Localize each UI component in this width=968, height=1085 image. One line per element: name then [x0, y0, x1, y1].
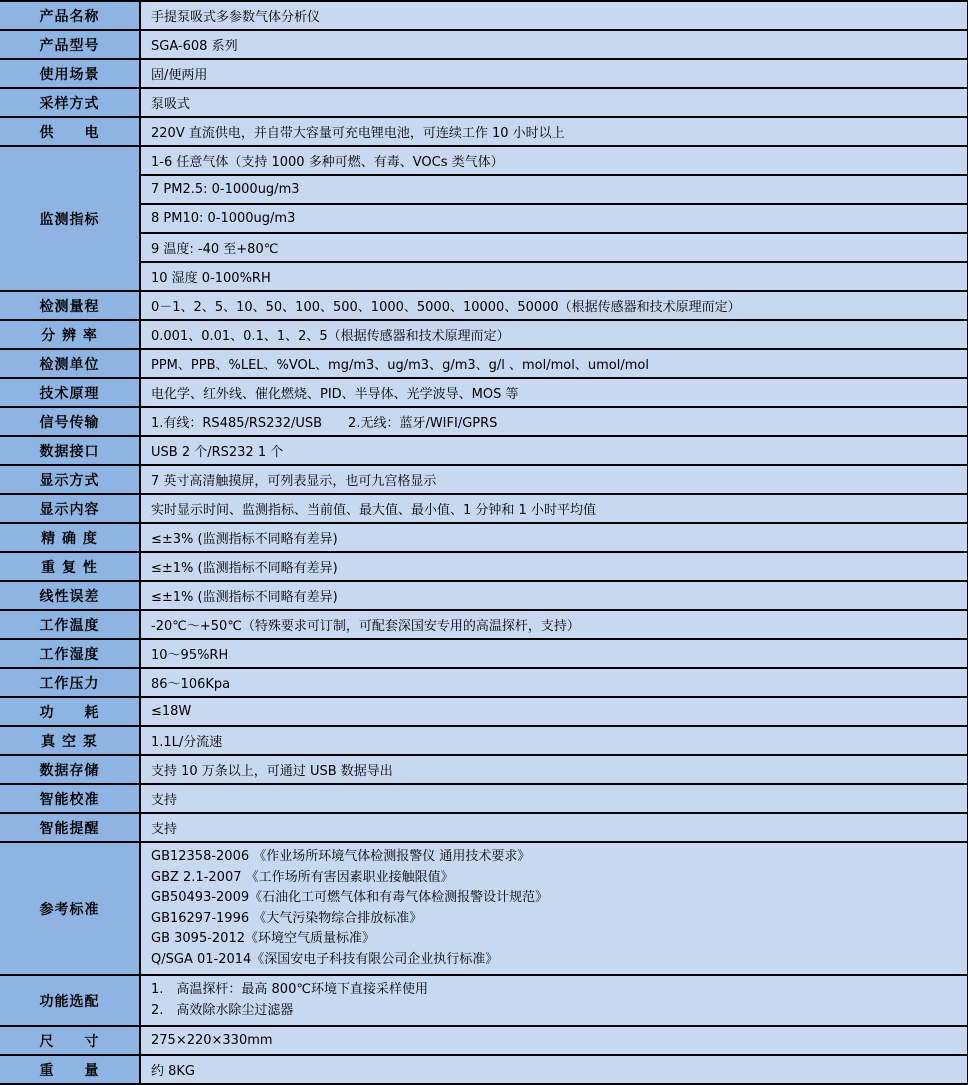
row-label-cell: 数据存储 — [0, 755, 140, 784]
row-value-cell: -20℃～+50℃（特殊要求可订制，可配套深国安专用的高温探杆，支持） — [140, 610, 968, 639]
table-row — [0, 552, 968, 581]
table-row — [0, 378, 968, 407]
table-row — [0, 262, 968, 291]
row-label-cell: 工作湿度 — [0, 639, 140, 668]
row-label-cell: 线性误差 — [0, 581, 140, 610]
table-row — [0, 726, 968, 755]
row-value-cell: 实时显示时间、监测指标、当前值、最大值、最小值、1 分钟和 1 小时平均值 — [140, 494, 968, 523]
value-line: GBZ 2.1-2007 《工作场所有害因素职业接触限值》 — [151, 869, 454, 885]
table-row — [0, 1026, 968, 1055]
value-line: 1. 高温探杆：最高 800℃环境下直接采样使用 — [151, 982, 428, 997]
table-row — [0, 59, 968, 88]
table-row — [0, 436, 968, 465]
row-label-cell: 显示内容 — [0, 494, 140, 523]
table-row — [0, 813, 968, 842]
table-row — [0, 117, 968, 146]
table-row — [0, 697, 968, 726]
value-line: 2. 高效除水除尘过滤器 — [151, 1002, 294, 1018]
row-label-cell: 智能校准 — [0, 784, 140, 813]
row-label-cell: 采样方式 — [0, 88, 140, 117]
row-label-cell: 检测单位 — [0, 349, 140, 378]
row-value-cell: 275×220×330mm — [140, 1026, 968, 1055]
row-value-cell: 支持 — [140, 784, 968, 813]
row-label-cell: 供 电 — [0, 117, 140, 146]
value-line: GB50493-2009《石油化工可燃气体和有毒气体检测报警设计规范》 — [151, 890, 549, 905]
row-value-cell: 7 英寸高清触摸屏，可列表显示，也可九宫格显示 — [140, 465, 968, 494]
row-value-cell: ≤±3% (监测指标不同略有差异) — [140, 523, 968, 552]
row-value-cell: 7 PM2.5: 0-1000ug/m3 — [140, 175, 968, 204]
row-label-cell: 产品型号 — [0, 30, 140, 59]
row-label-cell: 工作温度 — [0, 610, 140, 639]
row-value-cell: 86～106Kpa — [140, 668, 968, 697]
row-label-cell: 信号传输 — [0, 407, 140, 436]
row-label-cell: 重 复 性 — [0, 552, 140, 581]
row-label-cell: 工作压力 — [0, 668, 140, 697]
row-value-cell: 支持 10 万条以上，可通过 USB 数据导出 — [140, 755, 968, 784]
table-row — [0, 465, 968, 494]
row-value-cell: 泵吸式 — [140, 88, 968, 117]
row-value-cell: ≤±1% (监测指标不同略有差异) — [140, 581, 968, 610]
table-row — [0, 1055, 968, 1084]
row-label-cell: 分 辨 率 — [0, 320, 140, 349]
table-row — [0, 668, 968, 697]
row-value-cell: ≤±1% (监测指标不同略有差异) — [140, 552, 968, 581]
row-value-cell: 固/便两用 — [140, 59, 968, 88]
row-value-cell — [140, 975, 968, 1026]
row-value-cell: 10 湿度 0-100%RH — [140, 262, 968, 291]
table-row — [0, 610, 968, 639]
value-line: Q/SGA 01-2014《深国安电子科技有限公司企业执行标准》 — [151, 951, 499, 967]
row-label-cell: 精 确 度 — [0, 523, 140, 552]
row-label-cell: 功 耗 — [0, 697, 140, 726]
row-label-cell: 功能选配 — [0, 975, 140, 1026]
row-label-cell: 真 空 泵 — [0, 726, 140, 755]
row-label-cell: 监测指标 — [0, 146, 140, 291]
table-row — [0, 784, 968, 813]
row-label-cell: 重 量 — [0, 1055, 140, 1084]
row-value-cell: 220V 直流供电，并自带大容量可充电锂电池，可连续工作 10 小时以上 — [140, 117, 968, 146]
value-line: GB12358-2006 《作业场所环境气体检测报警仪 通用技术要求》 — [151, 849, 531, 864]
row-value-cell: 支持 — [140, 813, 968, 842]
row-value-cell: 手提泵吸式多参数气体分析仪 — [140, 1, 968, 30]
spec-table-body — [0, 1, 968, 1084]
table-row — [0, 755, 968, 784]
value-line: GB 3095-2012《环境空气质量标准》 — [151, 931, 375, 946]
table-row — [0, 639, 968, 668]
table-row — [0, 233, 968, 262]
row-label-cell: 产品名称 — [0, 1, 140, 30]
table-row — [0, 975, 968, 1026]
row-value-cell: 0－1、2、5、10、50、100、500、1000、5000、10000、50000（根据传感器和技术原理而定） — [140, 291, 968, 320]
row-value-cell: 10～95%RH — [140, 639, 968, 668]
table-row — [0, 88, 968, 117]
table-row — [0, 30, 968, 59]
row-label-cell: 使用场景 — [0, 59, 140, 88]
row-label-cell: 参考标准 — [0, 842, 140, 975]
row-value-cell: SGA-608 系列 — [140, 30, 968, 59]
row-value-cell: 8 PM10: 0-1000ug/m3 — [140, 204, 968, 233]
table-row — [0, 1, 968, 30]
row-label-cell: 数据接口 — [0, 436, 140, 465]
row-label-cell: 尺 寸 — [0, 1026, 140, 1055]
table-row — [0, 349, 968, 378]
row-value-cell: USB 2 个/RS232 1 个 — [140, 436, 968, 465]
table-row — [0, 523, 968, 552]
row-label-cell: 检测量程 — [0, 291, 140, 320]
row-value-cell: 0.001、0.01、0.1、1、2、5（根据传感器和技术原理而定） — [140, 320, 968, 349]
row-value-cell — [140, 842, 968, 975]
row-value-cell: 1.有线：RS485/RS232/USB 2.无线：蓝牙/WIFI/GPRS — [140, 407, 968, 436]
table-row — [0, 291, 968, 320]
row-value-cell: 约 8KG — [140, 1055, 968, 1084]
table-row — [0, 407, 968, 436]
row-label-cell: 智能提醒 — [0, 813, 140, 842]
row-label-cell: 技术原理 — [0, 378, 140, 407]
value-line: GB16297-1996 《大气污染物综合排放标准》 — [151, 910, 423, 926]
row-value-cell: 1.1L/分流速 — [140, 726, 968, 755]
row-value-cell: ≤18W — [140, 697, 968, 726]
row-label-cell: 显示方式 — [0, 465, 140, 494]
table-row — [0, 146, 968, 175]
table-row — [0, 494, 968, 523]
table-row — [0, 581, 968, 610]
row-value-cell: 9 温度: -40 至+80℃ — [140, 233, 968, 262]
row-value-cell: PPM、PPB、%LEL、%VOL、mg/m3、ug/m3、g/m3、g/l 、mol/mol、umol/mol — [140, 349, 968, 378]
row-value-cell: 1-6 任意气体（支持 1000 多种可燃、有毒、VOCs 类气体） — [140, 146, 968, 175]
table-row — [0, 204, 968, 233]
table-row — [0, 842, 968, 975]
table-row — [0, 175, 968, 204]
table-row — [0, 320, 968, 349]
row-value-cell: 电化学、红外线、催化燃烧、PID、半导体、光学波导、MOS 等 — [140, 378, 968, 407]
